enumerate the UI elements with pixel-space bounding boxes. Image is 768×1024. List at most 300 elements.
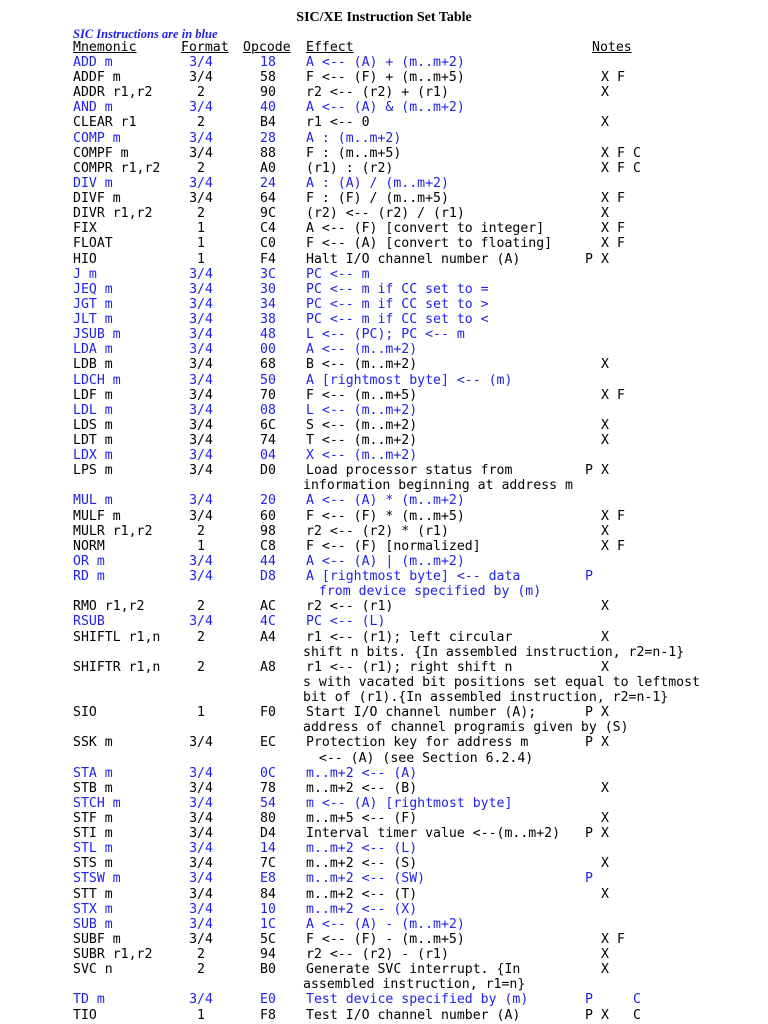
opcode-cell: 6C bbox=[260, 417, 276, 433]
mnemonic-cell: STL m bbox=[73, 841, 113, 857]
instruction-row bbox=[0, 403, 768, 418]
opcode-cell: 1C bbox=[260, 916, 276, 932]
note-flag: X bbox=[601, 811, 609, 826]
note-flag: P bbox=[585, 569, 593, 585]
effect-line: r2 <-- (r1) bbox=[306, 599, 394, 615]
note-flag: C bbox=[633, 145, 641, 161]
mnemonic-cell: STA m bbox=[73, 765, 113, 781]
instruction-row bbox=[0, 887, 768, 902]
opcode-cell: 00 bbox=[260, 342, 276, 358]
header-mnemonic: Mnemonic bbox=[73, 40, 137, 55]
note-flag: X bbox=[601, 357, 609, 373]
instruction-row bbox=[0, 614, 768, 629]
opcode-cell: 40 bbox=[260, 100, 276, 116]
instruction-row bbox=[0, 463, 768, 493]
instruction-row bbox=[0, 917, 768, 932]
mnemonic-cell: STB m bbox=[73, 780, 113, 796]
mnemonic-cell: LPS m bbox=[73, 463, 113, 479]
mnemonic-cell: SHIFTR r1,n bbox=[73, 659, 161, 675]
opcode-cell: 34 bbox=[260, 296, 276, 312]
note-flag: P bbox=[585, 735, 593, 751]
effect-line: Protection key for address m bbox=[306, 735, 529, 751]
mnemonic-cell: SSK m bbox=[73, 735, 113, 751]
effect-line: Load processor status from bbox=[306, 463, 513, 479]
opcode-cell: 98 bbox=[260, 523, 276, 539]
format-cell: 3/4 bbox=[189, 296, 213, 312]
effect-line: Test device specified by (m) bbox=[306, 992, 529, 1008]
effect-line: m..m+2 <-- (B) bbox=[306, 780, 418, 796]
opcode-cell: 74 bbox=[260, 433, 276, 448]
note-flag: F bbox=[617, 387, 625, 403]
effect-line: A <-- (A) & (m..m+2) bbox=[306, 100, 465, 116]
opcode-cell: B4 bbox=[260, 115, 276, 131]
instruction-row bbox=[0, 902, 768, 917]
instruction-row bbox=[0, 267, 768, 282]
opcode-cell: 20 bbox=[260, 493, 276, 509]
note-flag: F bbox=[617, 145, 625, 161]
mnemonic-cell: NORM bbox=[73, 538, 105, 554]
note-flag: X bbox=[601, 417, 609, 433]
effect-line: Generate SVC interrupt. {In bbox=[306, 962, 521, 978]
format-cell: 3/4 bbox=[189, 327, 213, 343]
note-flag: X bbox=[601, 599, 609, 615]
effect-line: m..m+2 <-- (A) bbox=[306, 765, 418, 781]
instruction-row bbox=[0, 161, 768, 176]
effect-line: Halt I/O channel number (A) bbox=[306, 251, 521, 267]
mnemonic-cell: MULF m bbox=[73, 508, 121, 524]
header-effect: Effect bbox=[306, 40, 354, 55]
mnemonic-cell: DIVR r1,r2 bbox=[73, 206, 153, 222]
format-cell: 3/4 bbox=[189, 175, 213, 191]
effect-line: r2 <-- (r2) - (r1) bbox=[306, 947, 449, 963]
format-cell: 3/4 bbox=[189, 841, 213, 857]
mnemonic-cell: STS m bbox=[73, 856, 113, 872]
format-cell: 3/4 bbox=[189, 266, 213, 282]
opcode-cell: 4C bbox=[260, 614, 276, 630]
instruction-row bbox=[0, 373, 768, 388]
format-cell: 3/4 bbox=[189, 765, 213, 781]
format-cell: 2 bbox=[197, 629, 205, 645]
instruction-row bbox=[0, 176, 768, 191]
effect-line: A <-- (A) | (m..m+2) bbox=[306, 553, 465, 569]
format-cell: 3/4 bbox=[189, 508, 213, 524]
instruction-row bbox=[0, 418, 768, 433]
effect-line: Interval timer value <--(m..m+2) bbox=[306, 826, 561, 842]
effect-line: m..m+2 <-- (L) bbox=[306, 841, 418, 857]
note-flag: F bbox=[617, 236, 625, 252]
mnemonic-cell: TIO bbox=[73, 1007, 97, 1023]
mnemonic-cell: FLOAT bbox=[73, 236, 113, 252]
effect-line: m <-- (A) [rightmost byte] bbox=[306, 795, 513, 811]
opcode-cell: 38 bbox=[260, 312, 276, 328]
note-flag: P bbox=[585, 871, 593, 887]
note-flag: P bbox=[585, 463, 593, 479]
instruction-row bbox=[0, 705, 768, 735]
mnemonic-cell: STI m bbox=[73, 826, 113, 842]
format-cell: 3/4 bbox=[189, 402, 213, 418]
mnemonic-cell: RMO r1,r2 bbox=[73, 599, 145, 615]
mnemonic-cell: LDL m bbox=[73, 402, 113, 418]
format-cell: 3/4 bbox=[189, 856, 213, 872]
format-cell: 2 bbox=[197, 115, 205, 131]
effect-line: shift n bits. {In assembled instruction, r2=n-1} bbox=[303, 644, 685, 660]
format-cell: 3/4 bbox=[189, 992, 213, 1008]
note-flag: X bbox=[601, 115, 609, 131]
note-flag: F bbox=[617, 538, 625, 554]
format-cell: 1 bbox=[197, 1007, 205, 1023]
format-cell: 3/4 bbox=[189, 916, 213, 932]
opcode-cell: 3C bbox=[260, 266, 276, 282]
note-flag: C bbox=[633, 992, 641, 1008]
opcode-cell: F4 bbox=[260, 251, 276, 267]
format-cell: 3/4 bbox=[189, 145, 213, 161]
format-cell: 3/4 bbox=[189, 342, 213, 358]
mnemonic-cell: SUB m bbox=[73, 916, 113, 932]
note-flag: X bbox=[601, 629, 609, 645]
opcode-cell: 14 bbox=[260, 841, 276, 857]
effect-line: B <-- (m..m+2) bbox=[306, 357, 418, 373]
format-cell: 3/4 bbox=[189, 553, 213, 569]
format-cell: 3/4 bbox=[189, 387, 213, 403]
instruction-row bbox=[0, 509, 768, 524]
note-flag: X bbox=[601, 947, 609, 963]
mnemonic-cell: STCH m bbox=[73, 795, 121, 811]
note-flag: X bbox=[601, 931, 609, 947]
instruction-row bbox=[0, 206, 768, 221]
effect-line: Start I/O channel number (A); bbox=[306, 705, 537, 721]
opcode-cell: 04 bbox=[260, 448, 276, 464]
effect-line: F <-- (m..m+5) bbox=[306, 387, 418, 403]
mnemonic-cell: MULR r1,r2 bbox=[73, 523, 153, 539]
instruction-row bbox=[0, 388, 768, 403]
header-opcode: Opcode bbox=[243, 40, 291, 55]
instruction-row bbox=[0, 796, 768, 811]
effect-line: r2 <-- (r2) * (r1) bbox=[306, 523, 449, 539]
mnemonic-cell: STX m bbox=[73, 901, 113, 917]
format-cell: 2 bbox=[197, 85, 205, 101]
opcode-cell: 70 bbox=[260, 387, 276, 403]
note-flag: X bbox=[601, 387, 609, 403]
effect-line: A <-- (m..m+2) bbox=[306, 342, 418, 358]
note-flag: F bbox=[617, 931, 625, 947]
effect-line: F <-- (F) [normalized] bbox=[306, 538, 481, 554]
format-cell: 2 bbox=[197, 206, 205, 222]
mnemonic-cell: ADDF m bbox=[73, 70, 121, 86]
format-cell: 3/4 bbox=[189, 357, 213, 373]
effect-line: m..m+2 <-- (X) bbox=[306, 901, 418, 917]
opcode-cell: 58 bbox=[260, 70, 276, 86]
opcode-cell: 54 bbox=[260, 795, 276, 811]
effect-line: F <-- (F) - (m..m+5) bbox=[306, 931, 465, 947]
effect-line: X <-- (m..m+2) bbox=[306, 448, 418, 464]
opcode-cell: 24 bbox=[260, 175, 276, 191]
format-cell: 3/4 bbox=[189, 417, 213, 433]
opcode-cell: 28 bbox=[260, 130, 276, 146]
mnemonic-cell: J m bbox=[73, 266, 97, 282]
opcode-cell: C0 bbox=[260, 236, 276, 252]
opcode-cell: F8 bbox=[260, 1007, 276, 1023]
opcode-cell: 44 bbox=[260, 553, 276, 569]
opcode-cell: 78 bbox=[260, 780, 276, 796]
mnemonic-cell: RSUB bbox=[73, 614, 105, 630]
mnemonic-cell: SIO bbox=[73, 705, 97, 721]
opcode-cell: B0 bbox=[260, 962, 276, 978]
mnemonic-cell: SUBR r1,r2 bbox=[73, 947, 153, 963]
mnemonic-cell: SUBF m bbox=[73, 931, 121, 947]
instruction-row bbox=[0, 947, 768, 962]
instruction-row bbox=[0, 342, 768, 357]
opcode-cell: AC bbox=[260, 599, 276, 615]
mnemonic-cell: LDB m bbox=[73, 357, 113, 373]
format-cell: 2 bbox=[197, 962, 205, 978]
opcode-cell: 48 bbox=[260, 327, 276, 343]
effect-line: A <-- (F) [convert to integer] bbox=[306, 221, 545, 237]
effect-line: F <-- (A) [convert to floating] bbox=[306, 236, 553, 252]
effect-line: PC <-- m if CC set to = bbox=[306, 281, 489, 297]
effect-line: PC <-- (L) bbox=[306, 614, 386, 630]
instruction-row bbox=[0, 252, 768, 267]
mnemonic-cell: AND m bbox=[73, 100, 113, 116]
note-flag: P bbox=[585, 705, 593, 721]
mnemonic-cell: ADD m bbox=[73, 55, 113, 70]
effect-line: S <-- (m..m+2) bbox=[306, 417, 418, 433]
opcode-cell: 80 bbox=[260, 811, 276, 826]
note-flag: X bbox=[601, 191, 609, 207]
effect-line: PC <-- m if CC set to > bbox=[306, 296, 489, 312]
mnemonic-cell: SVC n bbox=[73, 962, 113, 978]
opcode-cell: 9C bbox=[260, 206, 276, 222]
instruction-row bbox=[0, 524, 768, 539]
format-cell: 1 bbox=[197, 236, 205, 252]
note-flag: P bbox=[585, 826, 593, 842]
effect-line: A [rightmost byte] <-- data bbox=[306, 569, 521, 585]
opcode-cell: 88 bbox=[260, 145, 276, 161]
effect-line: L <-- (PC); PC <-- m bbox=[306, 327, 465, 343]
opcode-cell: E8 bbox=[260, 871, 276, 887]
instruction-row bbox=[0, 630, 768, 660]
effect-line: bit of (r1).{In assembled instruction, r2=n-1} bbox=[303, 690, 669, 706]
format-cell: 1 bbox=[197, 705, 205, 721]
effect-line: A <-- (A) * (m..m+2) bbox=[306, 493, 465, 509]
note-flag: X bbox=[601, 962, 609, 978]
format-cell: 2 bbox=[197, 659, 205, 675]
effect-line: PC <-- m bbox=[306, 266, 370, 282]
effect-line: Test I/O channel number (A) bbox=[306, 1007, 521, 1023]
opcode-cell: 08 bbox=[260, 402, 276, 418]
note-flag: X bbox=[601, 206, 609, 222]
note-flag: F bbox=[617, 221, 625, 237]
format-cell: 3/4 bbox=[189, 886, 213, 902]
effect-line: s with vacated bit positions set equal to leftmost bbox=[303, 674, 700, 690]
note-flag: X bbox=[601, 538, 609, 554]
format-cell: 3/4 bbox=[189, 811, 213, 826]
format-cell: 3/4 bbox=[189, 871, 213, 887]
effect-line: m..m+5 <-- (F) bbox=[306, 811, 418, 826]
instruction-row bbox=[0, 1008, 768, 1023]
mnemonic-cell: MUL m bbox=[73, 493, 113, 509]
note-flag: X bbox=[601, 735, 609, 751]
note-flag: X bbox=[601, 70, 609, 86]
mnemonic-cell: COMPR r1,r2 bbox=[73, 160, 161, 176]
effect-line: F <-- (F) * (m..m+5) bbox=[306, 508, 465, 524]
mnemonic-cell: ADDR r1,r2 bbox=[73, 85, 153, 101]
instruction-row bbox=[0, 781, 768, 796]
note-flag: F bbox=[617, 191, 625, 207]
instruction-row bbox=[0, 826, 768, 841]
effect-line: information beginning at address m bbox=[303, 478, 573, 494]
instruction-row bbox=[0, 100, 768, 115]
instruction-row bbox=[0, 297, 768, 312]
instruction-row bbox=[0, 962, 768, 992]
format-cell: 3/4 bbox=[189, 614, 213, 630]
instruction-row bbox=[0, 55, 768, 70]
effect-line: PC <-- m if CC set to < bbox=[306, 312, 489, 328]
format-cell: 3/4 bbox=[189, 826, 213, 842]
note-flag: X bbox=[601, 433, 609, 448]
format-cell: 3/4 bbox=[189, 312, 213, 328]
note-flag: X bbox=[601, 523, 609, 539]
note-flag: X bbox=[601, 145, 609, 161]
opcode-cell: D0 bbox=[260, 463, 276, 479]
note-flag: X bbox=[601, 1007, 609, 1023]
page-title: SIC/XE Instruction Set Table bbox=[296, 10, 472, 25]
instruction-row bbox=[0, 539, 768, 554]
instruction-row bbox=[0, 841, 768, 856]
instruction-row bbox=[0, 735, 768, 765]
effect-line: address of channel programis given by (S) bbox=[303, 720, 629, 736]
mnemonic-cell: STT m bbox=[73, 886, 113, 902]
mnemonic-cell: JGT m bbox=[73, 296, 113, 312]
effect-line: A <-- (A) - (m..m+2) bbox=[306, 916, 465, 932]
effect-line: from device specified by (m) bbox=[303, 584, 542, 600]
mnemonic-cell: COMPF m bbox=[73, 145, 129, 161]
mnemonic-cell: LDF m bbox=[73, 387, 113, 403]
effect-line: F : (F) / (m..m+5) bbox=[306, 191, 449, 207]
opcode-cell: D4 bbox=[260, 826, 276, 842]
opcode-cell: 7C bbox=[260, 856, 276, 872]
note-flag: X bbox=[601, 251, 609, 267]
note-flag: X bbox=[601, 705, 609, 721]
effect-line: r1 <-- 0 bbox=[306, 115, 370, 131]
mnemonic-cell: JSUB m bbox=[73, 327, 121, 343]
format-cell: 3/4 bbox=[189, 735, 213, 751]
note-flag: X bbox=[601, 856, 609, 872]
format-cell: 1 bbox=[197, 538, 205, 554]
format-cell: 3/4 bbox=[189, 780, 213, 796]
note-flag: X bbox=[601, 236, 609, 252]
instruction-row bbox=[0, 569, 768, 599]
instruction-row bbox=[0, 856, 768, 871]
note-flag: X bbox=[601, 160, 609, 176]
opcode-cell: 90 bbox=[260, 85, 276, 101]
opcode-cell: A4 bbox=[260, 629, 276, 645]
note-flag: X bbox=[601, 463, 609, 479]
effect-line: m..m+2 <-- (T) bbox=[306, 886, 418, 902]
effect-line: A <-- (A) + (m..m+2) bbox=[306, 55, 465, 70]
format-cell: 3/4 bbox=[189, 55, 213, 70]
instruction-row bbox=[0, 811, 768, 826]
instruction-row bbox=[0, 85, 768, 100]
note-flag: X bbox=[601, 826, 609, 842]
effect-line: A [rightmost byte] <-- (m) bbox=[306, 372, 513, 388]
instruction-row bbox=[0, 493, 768, 508]
mnemonic-cell: FIX bbox=[73, 221, 97, 237]
mnemonic-cell: STF m bbox=[73, 811, 113, 826]
header-notes: Notes bbox=[592, 40, 632, 55]
format-cell: 3/4 bbox=[189, 448, 213, 464]
note-flag: F bbox=[617, 70, 625, 86]
effect-line: F : (m..m+5) bbox=[306, 145, 402, 161]
format-cell: 1 bbox=[197, 251, 205, 267]
format-cell: 3/4 bbox=[189, 191, 213, 207]
opcode-cell: A8 bbox=[260, 659, 276, 675]
mnemonic-cell: CLEAR r1 bbox=[73, 115, 137, 131]
opcode-cell: 94 bbox=[260, 947, 276, 963]
instruction-row bbox=[0, 131, 768, 146]
opcode-cell: 0C bbox=[260, 765, 276, 781]
format-cell: 3/4 bbox=[189, 100, 213, 116]
opcode-cell: 10 bbox=[260, 901, 276, 917]
mnemonic-cell: DIV m bbox=[73, 175, 113, 191]
note-flag: X bbox=[601, 886, 609, 902]
effect-line: r1 <-- (r1); left circular bbox=[306, 629, 513, 645]
format-cell: 2 bbox=[197, 160, 205, 176]
instruction-row bbox=[0, 448, 768, 463]
effect-line: <-- (A) (see Section 6.2.4) bbox=[303, 750, 534, 766]
sic-color-legend: SIC Instructions are in blue bbox=[73, 27, 218, 41]
note-flag: F bbox=[617, 508, 625, 524]
effect-line: (r2) <-- (r2) / (r1) bbox=[306, 206, 465, 222]
opcode-cell: 50 bbox=[260, 372, 276, 388]
instruction-row bbox=[0, 191, 768, 206]
instruction-row bbox=[0, 282, 768, 297]
format-cell: 3/4 bbox=[189, 281, 213, 297]
mnemonic-cell: LDX m bbox=[73, 448, 113, 464]
format-cell: 3/4 bbox=[189, 569, 213, 585]
effect-line: L <-- (m..m+2) bbox=[306, 402, 418, 418]
effect-line: r1 <-- (r1); right shift n bbox=[306, 659, 513, 675]
opcode-cell: D8 bbox=[260, 569, 276, 585]
note-flag: X bbox=[601, 85, 609, 101]
opcode-cell: 5C bbox=[260, 931, 276, 947]
opcode-cell: 84 bbox=[260, 886, 276, 902]
note-flag: P bbox=[585, 251, 593, 267]
effect-line: (r1) : (r2) bbox=[306, 160, 394, 176]
effect-line: A : (m..m+2) bbox=[306, 130, 402, 146]
mnemonic-cell: LDS m bbox=[73, 417, 113, 433]
note-flag: X bbox=[601, 659, 609, 675]
instruction-row bbox=[0, 992, 768, 1007]
format-cell: 3/4 bbox=[189, 130, 213, 146]
instruction-row bbox=[0, 932, 768, 947]
instruction-row bbox=[0, 146, 768, 161]
format-cell: 3/4 bbox=[189, 795, 213, 811]
effect-line: T <-- (m..m+2) bbox=[306, 433, 418, 448]
instruction-row bbox=[0, 766, 768, 781]
instruction-row bbox=[0, 70, 768, 85]
mnemonic-cell: HIO bbox=[73, 251, 97, 267]
format-cell: 3/4 bbox=[189, 901, 213, 917]
format-cell: 3/4 bbox=[189, 372, 213, 388]
mnemonic-cell: JEQ m bbox=[73, 281, 113, 297]
note-flag: C bbox=[633, 1007, 641, 1023]
instruction-row bbox=[0, 599, 768, 614]
instruction-row bbox=[0, 115, 768, 130]
mnemonic-cell: DIVF m bbox=[73, 191, 121, 207]
opcode-cell: 60 bbox=[260, 508, 276, 524]
instruction-row bbox=[0, 433, 768, 448]
note-flag: X bbox=[601, 780, 609, 796]
